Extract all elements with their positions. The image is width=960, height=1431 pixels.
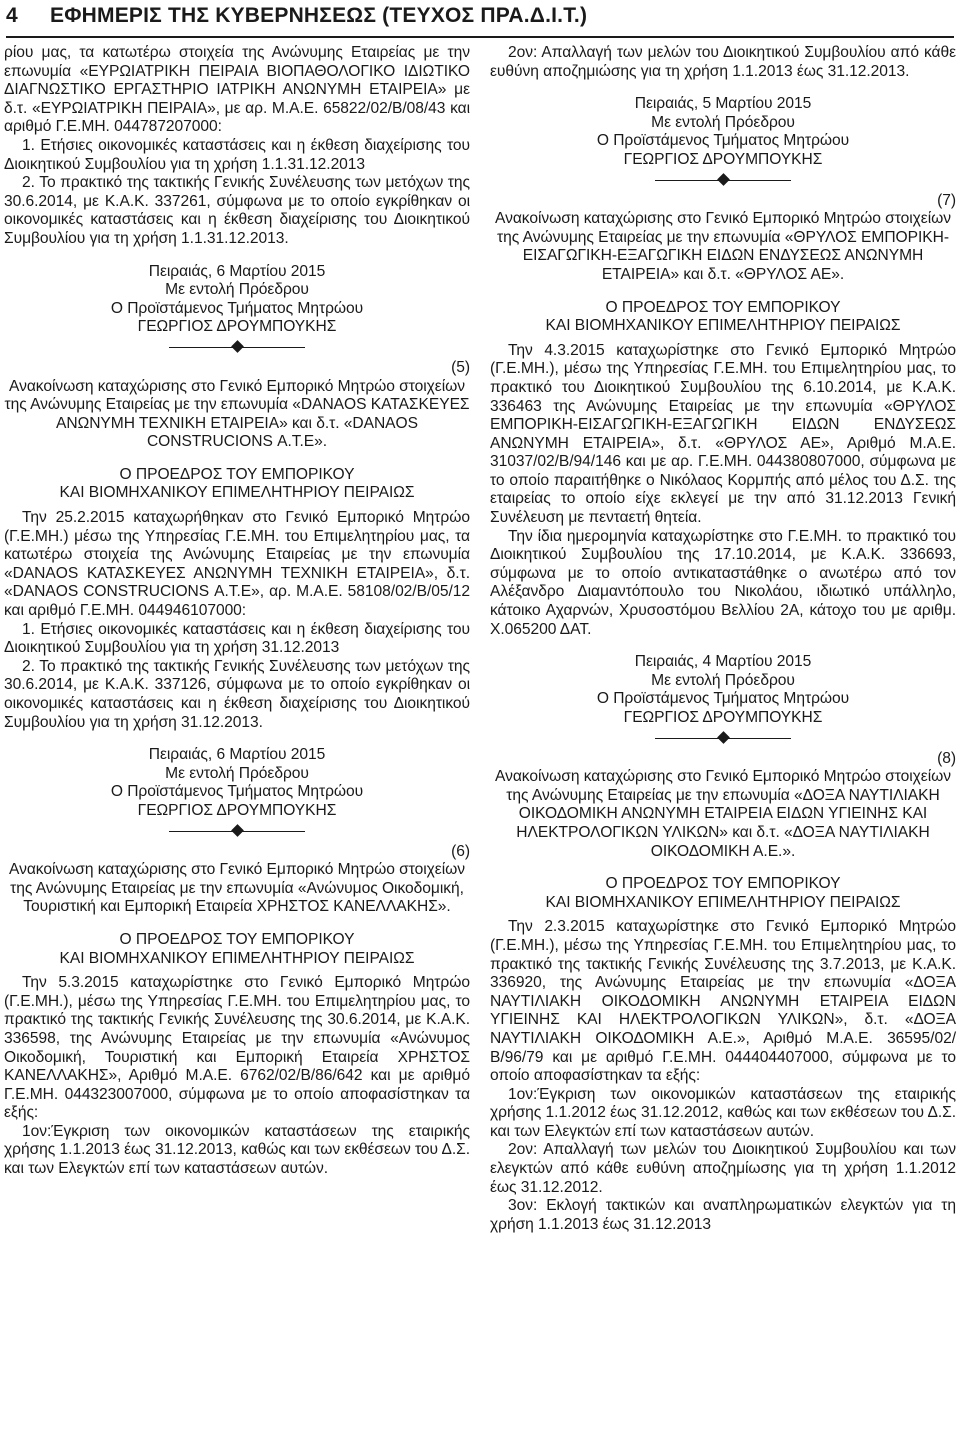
signatory-name: ΓΕΩΡΓΙΟΣ ΔΡΟΥΜΠΟΥΚΗΣ <box>623 709 823 726</box>
notice-heading: Ανακοίνωση καταχώρισης στο Γενικό Εμπορικό Μητρώο στοιχείων της Ανώνυμης Εταιρείας με την επωνυμία «Ανώνυμος Οικοδομική, Τουριστική και Εμπορική Εταιρεία ΧΡΗΣΤΟΣ ΚΑΝΕΛΛΑΚΗΣ». <box>9 861 465 916</box>
notice-body: Την 5.3.2015 καταχωρίστηκε στο Γενικό Εμπορικό Μητρώο (Γ.Ε.ΜΗ.), μέσω της Υπηρεσίας Γ.Ε.ΜΗ. του Επιμελητηρίου μας, το πρακτικό της τακτικής Γενικής Συνέλευσης της 30.6.2014, με Κ.Α.Κ. 336598, της Ανώνυμης Εταιρείας με την επωνυμία «Ανώνυμος Οικοδομική, Τουριστική και Εμπορική Εταιρεία ΧΡΗΣΤΟΣ ΚΑΝΕΛΛΑΚΗΣ», Αριθμό Μ.Α.Ε. 6762/02/Β/86/642 και με αριθμό Γ.Ε.ΜΗ. 044323007000, σύμφωνα με το οποίο αποφασίστηκαν τα εξής: <box>4 974 470 1122</box>
issuer-line: ΚΑΙ ΒΙΟΜΗΧΑΝΙΚΟΥ ΕΠΙΜΕΛΗΤΗΡΙΟΥ ΠΕΙΡΑΙΩΣ <box>59 949 415 967</box>
signature-block <box>490 653 956 727</box>
diamond-icon <box>231 824 244 837</box>
issuer-line: Ο ΠΡΟΕΔΡΟΣ ΤΟΥ ΕΜΠΟΡΙΚΟΥ <box>119 930 355 948</box>
section-divider <box>169 821 305 843</box>
notice-number: (7) <box>937 191 956 209</box>
notice-heading: Ανακοίνωση καταχώρισης στο Γενικό Εμπορικό Μητρώο στοιχείων της Ανώνυμης Εταιρείας με την επωνυμία «ΔΟΞΑ ΝΑΥΤΙΛΙΑΚΗ ΟΙΚΟΔΟΜΙΚΗ ΑΝΩΝΥΜΗ ΕΤΑΙΡΕΙΑ ΕΙΔΩΝ ΥΓΙΕΙΝΗΣ ΚΑΙ ΗΛΕΚΤΡΟΛΟΓΙΚΩΝ ΥΛΙΚΩΝ» και δ.τ. «ΔΟΞΑ ΝΑΥΤΙΛΙΑΚΗ ΟΙΚΟΔΟΜΙΚΗ Α.Ε.». <box>495 768 951 860</box>
section-divider <box>655 728 791 750</box>
journal-title: ΕΦΗΜΕΡΙΣ ΤΗΣ ΚΥΒΕΡΝΗΣΕΩΣ (ΤΕΥΧΟΣ ΠΡΑ.Δ.Ι.Τ.) <box>50 4 588 27</box>
signature-block <box>490 95 956 169</box>
diamond-icon <box>717 173 730 186</box>
notice-number: (8) <box>937 749 956 767</box>
notice-heading: Ανακοίνωση καταχώρισης στο Γενικό Εμπορικό Μητρώο στοιχείων της Ανώνυμης Εταιρείας με την επωνυμία «DANAOS ΚΑΤΑΣΚΕΥΕΣ ΑΝΩΝΥΜΗ ΤΕΧΝΙΚΗ ΕΤΑΙΡΕΙΑ» και δ.τ. «DANAOS CONSTRUCIONS Α.Τ.Ε». <box>4 377 470 451</box>
place-date: Πειραιάς, 6 Μαρτίου 2015 <box>148 746 326 764</box>
intro-paragraph: ρίου μας, τα κατωτέρω στοιχεία της Ανώνυμης Εταιρείας με την επωνυμία «ΕΥΡΩΙΑΤΡΙΚΗ ΠΕΙΡΑΙΑ ΒΙΟΠΑΘΟΛΟΓΙΚΟ ΙΔΙΩΤΙΚΟ ΔΙΑΓΝΩΣΤΙΚΟ ΕΡΓΑΣΤΗΡΙΟ ΙΑΤΡΙΚΗ ΑΝΩΝΥΜΗ ΕΤΑΙΡΕΙΑ» με δ.τ. «ΕΥΡΩΙΑΤΡΙΚΗ ΠΕΙΡΑΙΑ», με αρ. Μ.Α.Ε. 65822/02/Β/08/43 και αριθμό Γ.Ε.ΜΗ. 044787207000: <box>4 44 470 136</box>
right-column <box>490 44 956 1234</box>
diamond-icon <box>231 340 244 353</box>
notice-number: (6) <box>451 842 470 860</box>
list-item: 2. Το πρακτικό της τακτικής Γενικής Συνέλευσης των μετόχων της 30.6.2014, με Κ.Α.Κ. 337126, σύμφωνα με το οποίο εγκρίθηκαν οι οικονομικές καταστάσεις και η έκθεση διαχείρισης του Διοικητικού Συμβουλίου για τη χρήση 31.12.2013. <box>4 657 470 731</box>
page-number: 4 <box>6 4 18 27</box>
order-line: Με εντολή Πρόεδρου <box>651 671 795 689</box>
signature-block <box>4 263 470 337</box>
place-date: Πειραιάς, 4 Μαρτίου 2015 <box>634 653 812 671</box>
notice-body: Την 4.3.2015 καταχωρίστηκε στο Γενικό Εμπορικό Μητρώο (Γ.Ε.ΜΗ.), μέσω της Υπηρεσίας Γ.Ε.ΜΗ. του Επιμελητηρίου μας, το πρακτικό του Διοικητικού Συμβουλίου της 6.10.2014, με Κ.Α.Κ. 336463 της Ανώνυμης Εταιρείας με την επωνυμία «ΘΡΥΛΟΣ ΕΜΠΟΡΙΚΗ-ΕΙΣΑΓΩΓΙΚΗ-ΕΞΑΓΩΓΙΚΗ ΕΙΔΩΝ ΕΝΔΥΣΕΩΣ ΑΝΩΝΥΜΗ ΕΤΑΙΡΕΙΑ», δ.τ. «ΘΡΥΛΟΣ ΑΕ», Αριθμό Μ.Α.Ε. 31037/02/Β/94/146 και με αρ. Γ.Ε.ΜΗ. 044380807000, σύμφωνα με το οποίο παραιτήθηκε ο Νικόλαος Κορμπής από μέλος του Δ.Σ. της εταιρείας το οποίο είχε εκλεγεί με την από 31.12.2013 Γενική Συνέλευση με πενταετή θητεία. <box>490 341 956 527</box>
list-item: 2ον: Απαλλαγή των μελών του Διοικητικού Συμβουλίου από κάθε ευθύνη αποζημιώσης για τη χρήση 1.1.2013 έως 31.12.2013. <box>490 44 956 80</box>
place-date: Πειραιάς, 5 Μαρτίου 2015 <box>634 95 812 113</box>
left-column <box>4 44 470 1179</box>
page-header <box>6 0 954 38</box>
signatory-name: ΓΕΩΡΓΙΟΣ ΔΡΟΥΜΠΟΥΚΗΣ <box>623 150 823 168</box>
list-item: 1ον:Έγκριση των οικονομικών καταστάσεων της εταιρικής χρήσης 1.1.2012 έως 31.12.2012, καθώς και των εκθέσεων του Δ.Σ. και των Ελεγκτών επί των καταστάσεων αυτών. <box>490 1085 956 1140</box>
issuer-line: Ο ΠΡΟΕΔΡΟΣ ΤΟΥ ΕΜΠΟΡΙΚΟΥ <box>605 875 841 893</box>
notice-body: Την 25.2.2015 καταχωρήθηκαν στο Γενικό Εμπορικό Μητρώο (Γ.Ε.ΜΗ.) μέσω της Υπηρεσίας Γ.Ε.ΜΗ. του Επιμελητηρίου μας, τα κατωτέρω στοιχεία της Ανώνυμης Εταιρείας με την επωνυμία «DANAOS ΚΑΤΑΣΚΕΥΕΣ ΑΝΩΝΥΜΗ ΤΕΧΝΙΚΗ ΕΤΑΙΡΕΙΑ», δ.τ. «DANAOS CONSTRUCIONS Α.Τ.Ε», αρ. Μ.Α.Ε. 58108/02/Β/05/12 και αριθμό Γ.Ε.ΜΗ. 044946107000: <box>4 509 470 620</box>
signatory-role: Ο Προϊστάμενος Τμήματος Μητρώου <box>110 299 364 317</box>
signatory-role: Ο Προϊστάμενος Τμήματος Μητρώου <box>110 783 364 801</box>
signatory-role: Ο Προϊστάμενος Τμήματος Μητρώου <box>596 132 850 150</box>
issuer-line: ΚΑΙ ΒΙΟΜΗΧΑΝΙΚΟΥ ΕΠΙΜΕΛΗΤΗΡΙΟΥ ΠΕΙΡΑΙΩΣ <box>545 317 901 335</box>
issuer-line: ΚΑΙ ΒΙΟΜΗΧΑΝΙΚΟΥ ΕΠΙΜΕΛΗΤΗΡΙΟΥ ΠΕΙΡΑΙΩΣ <box>545 893 901 911</box>
order-line: Με εντολή Πρόεδρου <box>165 281 309 299</box>
list-item: 1. Ετήσιες οικονομικές καταστάσεις και η έκθεση διαχείρισης του Διοικητικού Συμβουλίου για τη χρήση 1.1.31.12.2013 <box>4 136 470 173</box>
section-divider <box>655 170 791 192</box>
list-item: 3ον: Εκλογή τακτικών και αναπληρωματικών ελεγκτών για τη χρήση 1.1.2013 έως 31.12.2013 <box>490 1197 956 1233</box>
issuer-line: Ο ΠΡΟΕΔΡΟΣ ΤΟΥ ΕΜΠΟΡΙΚΟΥ <box>119 465 355 483</box>
notice-body: Την 2.3.2015 καταχωρίστηκε στο Γενικό Εμπορικό Μητρώο (Γ.Ε.ΜΗ.), μέσω της Υπηρεσίας Γ.Ε.ΜΗ. του Επιμελητηρίου μας, το πρακτικό της τακτικής Γενικής Συνέλευσης της 3.7.2013, με Κ.Α.Κ. 336920, της Ανώνυμης Εταιρείας με την επωνυμία «ΔΟΞΑ ΝΑΥΤΙΛΙΑΚΗ ΟΙΚΟΔΟΜΙΚΗ ΑΝΩΝΥΜΗ ΕΤΑΙΡΕΙΑ ΕΙΔΩΝ ΥΓΙΕΙΝΗΣ ΚΑΙ ΗΛΕΚΤΡΟΛΟΓΙΚΩΝ ΥΛΙΚΩΝ», δ.τ. «ΔΟΞΑ ΝΑΥΤΙΛΙΑΚΗ ΟΙΚΟΔΟΜΙΚΗ Α.Ε.», Αριθμό Μ.Α.Ε. 36595/02/Β/96/79 και με αριθμό Γ.Ε.ΜΗ. 044404407000, σύμφωνα με το οποίο αποφασίστηκαν τα εξής: <box>490 918 956 1085</box>
signatory-role: Ο Προϊστάμενος Τμήματος Μητρώου <box>596 690 850 708</box>
list-item: 1ον:Έγκριση των οικονομικών καταστάσεων της εταιρικής χρήσης 1.1.2013 έως 31.12.2013, καθώς και των εκθέσεων του Δ.Σ. και των Ελεγκτών επί των καταστάσεων αυτών. <box>4 1122 470 1178</box>
diamond-icon <box>717 731 730 744</box>
notice-number: (5) <box>451 358 470 376</box>
issuer-line: Ο ΠΡΟΕΔΡΟΣ ΤΟΥ ΕΜΠΟΡΙΚΟΥ <box>605 298 841 316</box>
order-line: Με εντολή Πρόεδρου <box>651 113 795 131</box>
list-item: 2. Το πρακτικό της τακτικής Γενικής Συνέλευσης των μετόχων της 30.6.2014, με Κ.Α.Κ. 337261, σύμφωνα με το οποίο εγκρίθηκαν οι οικονομικές καταστάσεις και η έκθεση διαχείρισης του Διοικητικού Συμβουλίου για τη χρήση 1.1.31.12.2013. <box>4 174 470 247</box>
place-date: Πειραιάς, 6 Μαρτίου 2015 <box>148 262 326 280</box>
order-line: Με εντολή Πρόεδρου <box>165 764 309 782</box>
section-divider <box>169 337 305 359</box>
signature-block <box>4 746 470 820</box>
list-item: 1. Ετήσιες οικονομικές καταστάσεις και η έκθεση διαχείρισης του Διοικητικού Συμβουλίου για τη χρήση 31.12.2013 <box>4 620 470 657</box>
issuer-line: ΚΑΙ ΒΙΟΜΗΧΑΝΙΚΟΥ ΕΠΙΜΕΛΗΤΗΡΙΟΥ ΠΕΙΡΑΙΩΣ <box>59 484 415 502</box>
list-item: 2ον: Απαλλαγή των μελών του Διοικητικού Συμβουλίου και των ελεγκτών από κάθε ευθύνη αποζημίωσης για τη χρήση 1.1.2012 έως 31.12.2012. <box>490 1141 956 1196</box>
signatory-name: ΓΕΩΡΓΙΟΣ ΔΡΟΥΜΠΟΥΚΗΣ <box>137 318 337 336</box>
notice-body: Την ίδια ημερομηνία καταχωρίστηκε στο Γ.Ε.ΜΗ. το πρακτικό του Διοικητικού Συμβουλίου της 17.10.2014, με Κ.Α.Κ. 336693, σύμφωνα με το οποίο αντικαταστάθηκε ο ανωτέρω από τον Αλέξανδρο Διαμαντόπουλο του Νικολάου, ιδιωτικό υπάλληλο, κάτοικο Αχαρνών, Χρυσοστόμου Βελλίου 2Α, κάτοχο του με αριθμ. Χ.065200 ΔΑΤ. <box>490 527 956 638</box>
signatory-name: ΓΕΩΡΓΙΟΣ ΔΡΟΥΜΠΟΥΚΗΣ <box>137 801 337 819</box>
notice-heading: Ανακοίνωση καταχώρισης στο Γενικό Εμπορικό Μητρώο στοιχείων της Ανώνυμης Εταιρείας με την επωνυμία «ΘΡΥΛΟΣ ΕΜΠΟΡΙΚΗ-ΕΙΣΑΓΩΓΙΚΗ-ΕΞΑΓΩΓΙΚΗ ΕΙΔΩΝ ΕΝΔΥΣΕΩΣ ΑΝΩΝΥΜΗ ΕΤΑΙΡΕΙΑ» και δ.τ. «ΘΡΥΛΟΣ ΑΕ». <box>495 210 951 283</box>
